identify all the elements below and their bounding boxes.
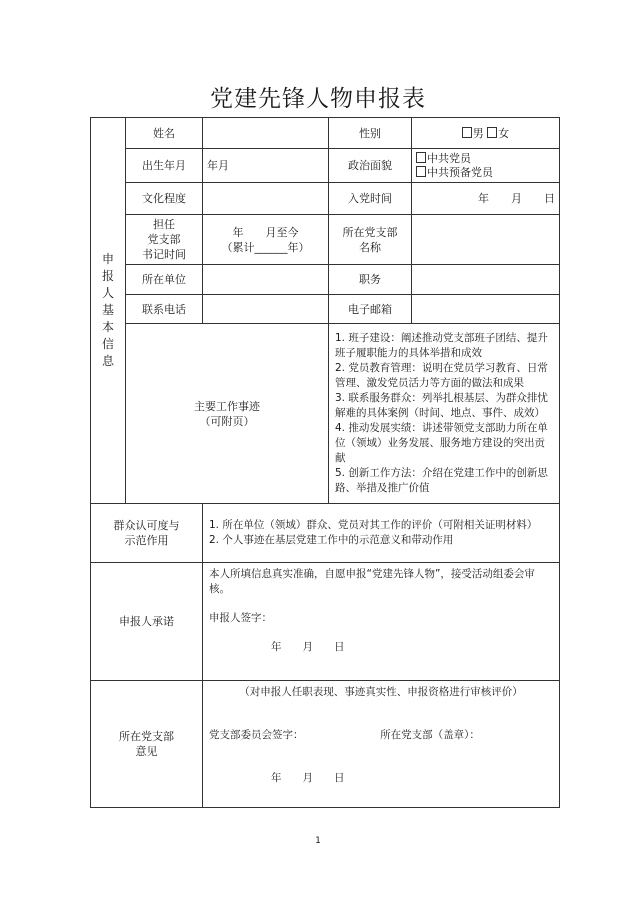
position-field[interactable] xyxy=(412,265,560,295)
pledge-label: 申报人承诺 xyxy=(91,563,203,681)
branch-opinion-label: 所在党支部 意见 xyxy=(91,681,203,808)
join-date-field[interactable]: 年 月 日 xyxy=(412,183,560,215)
gender-options[interactable]: 男 女 xyxy=(412,118,560,149)
birth-label: 出生年月 xyxy=(126,149,203,183)
name-label: 姓名 xyxy=(126,118,203,149)
position-label: 职务 xyxy=(329,265,412,295)
branch-opinion-content[interactable] xyxy=(203,681,560,808)
main-work-item: 4. 推动发展实绩：讲述带领党支部助力所在单位（领域）业务发展、服务地方建设的突出贡献 xyxy=(335,422,548,464)
main-work-label: 主要工作事迹 （可附页） xyxy=(126,324,329,504)
name-field[interactable] xyxy=(203,118,329,149)
branch-name-label: 所在党支部 名称 xyxy=(329,215,412,265)
recognition-item: 1. 所在单位（领域）群众、党员对其工作的评价（可附相关证明材料） xyxy=(209,519,538,531)
application-form-table xyxy=(90,117,560,808)
checkbox-probationary-member[interactable] xyxy=(416,166,426,177)
opinion-date[interactable]: 年 月 日 xyxy=(271,772,345,784)
pledge-content[interactable] xyxy=(203,563,560,681)
email-field[interactable] xyxy=(412,295,560,324)
main-work-content[interactable] xyxy=(329,324,560,504)
main-work-item: 5. 创新工作方法：介绍在党建工作中的创新思路、举措及推广价值 xyxy=(335,467,548,494)
checkbox-party-member[interactable] xyxy=(416,152,426,163)
main-work-item: 3. 联系服务群众：列举扎根基层、为群众排忧解难的具体案例（时间、地点、事件、成效） xyxy=(335,392,548,419)
unit-label: 所在单位 xyxy=(126,265,203,295)
birth-field[interactable]: 年月 xyxy=(203,149,329,183)
main-work-item: 2. 党员教育管理：说明在党员学习教育、日常管理、激发党员活力等方面的做法和成果 xyxy=(335,362,548,389)
main-work-item: 1. 班子建设：阐述推动党支部班子团结、提升班子履职能力的具体举措和成效 xyxy=(335,332,548,359)
gender-label: 性别 xyxy=(329,118,412,149)
recognition-content[interactable] xyxy=(203,504,560,563)
branch-seal[interactable]: 所在党支部（盖章）： xyxy=(380,729,480,741)
pledge-date[interactable]: 年 月 日 xyxy=(271,641,345,653)
education-field[interactable] xyxy=(203,183,329,215)
applicant-signature[interactable]: 申报人签字： xyxy=(209,612,272,624)
join-date-label: 入党时间 xyxy=(329,183,412,215)
committee-signature[interactable]: 党支部委员会签字： xyxy=(209,729,304,741)
education-label: 文化程度 xyxy=(126,183,203,215)
recognition-item: 2. 个人事迹在基层党建工作中的示范意义和带动作用 xyxy=(209,534,454,546)
pledge-text: 本人所填信息真实准确，自愿申报“党建先锋人物”，接受活动组委会审核。 xyxy=(209,568,535,595)
secretary-term-field[interactable]: 年 月至今 （累计______年） xyxy=(203,215,329,265)
page-number: 1 xyxy=(315,836,321,846)
political-options[interactable]: 中共党员 中共预备党员 xyxy=(412,149,560,183)
section-label-basic-info: 申 报 人 基 本 信 息 xyxy=(91,118,126,504)
secretary-term-label: 担任 党支部 书记时间 xyxy=(126,215,203,265)
unit-field[interactable] xyxy=(203,265,329,295)
signature-row xyxy=(209,728,553,743)
recognition-label: 群众认可度与 示范作用 xyxy=(91,504,203,563)
checkbox-female[interactable] xyxy=(487,127,497,138)
political-label: 政治面貌 xyxy=(329,149,412,183)
branch-name-field[interactable] xyxy=(412,215,560,265)
opinion-note: （对申报人任职表现、事迹真实性、申报资格进行审核评价） xyxy=(239,686,523,698)
phone-field[interactable] xyxy=(203,295,329,324)
page-title: 党建先锋人物申报表 xyxy=(210,86,426,112)
checkbox-male[interactable] xyxy=(462,127,472,138)
email-label: 电子邮箱 xyxy=(329,295,412,324)
phone-label: 联系电话 xyxy=(126,295,203,324)
